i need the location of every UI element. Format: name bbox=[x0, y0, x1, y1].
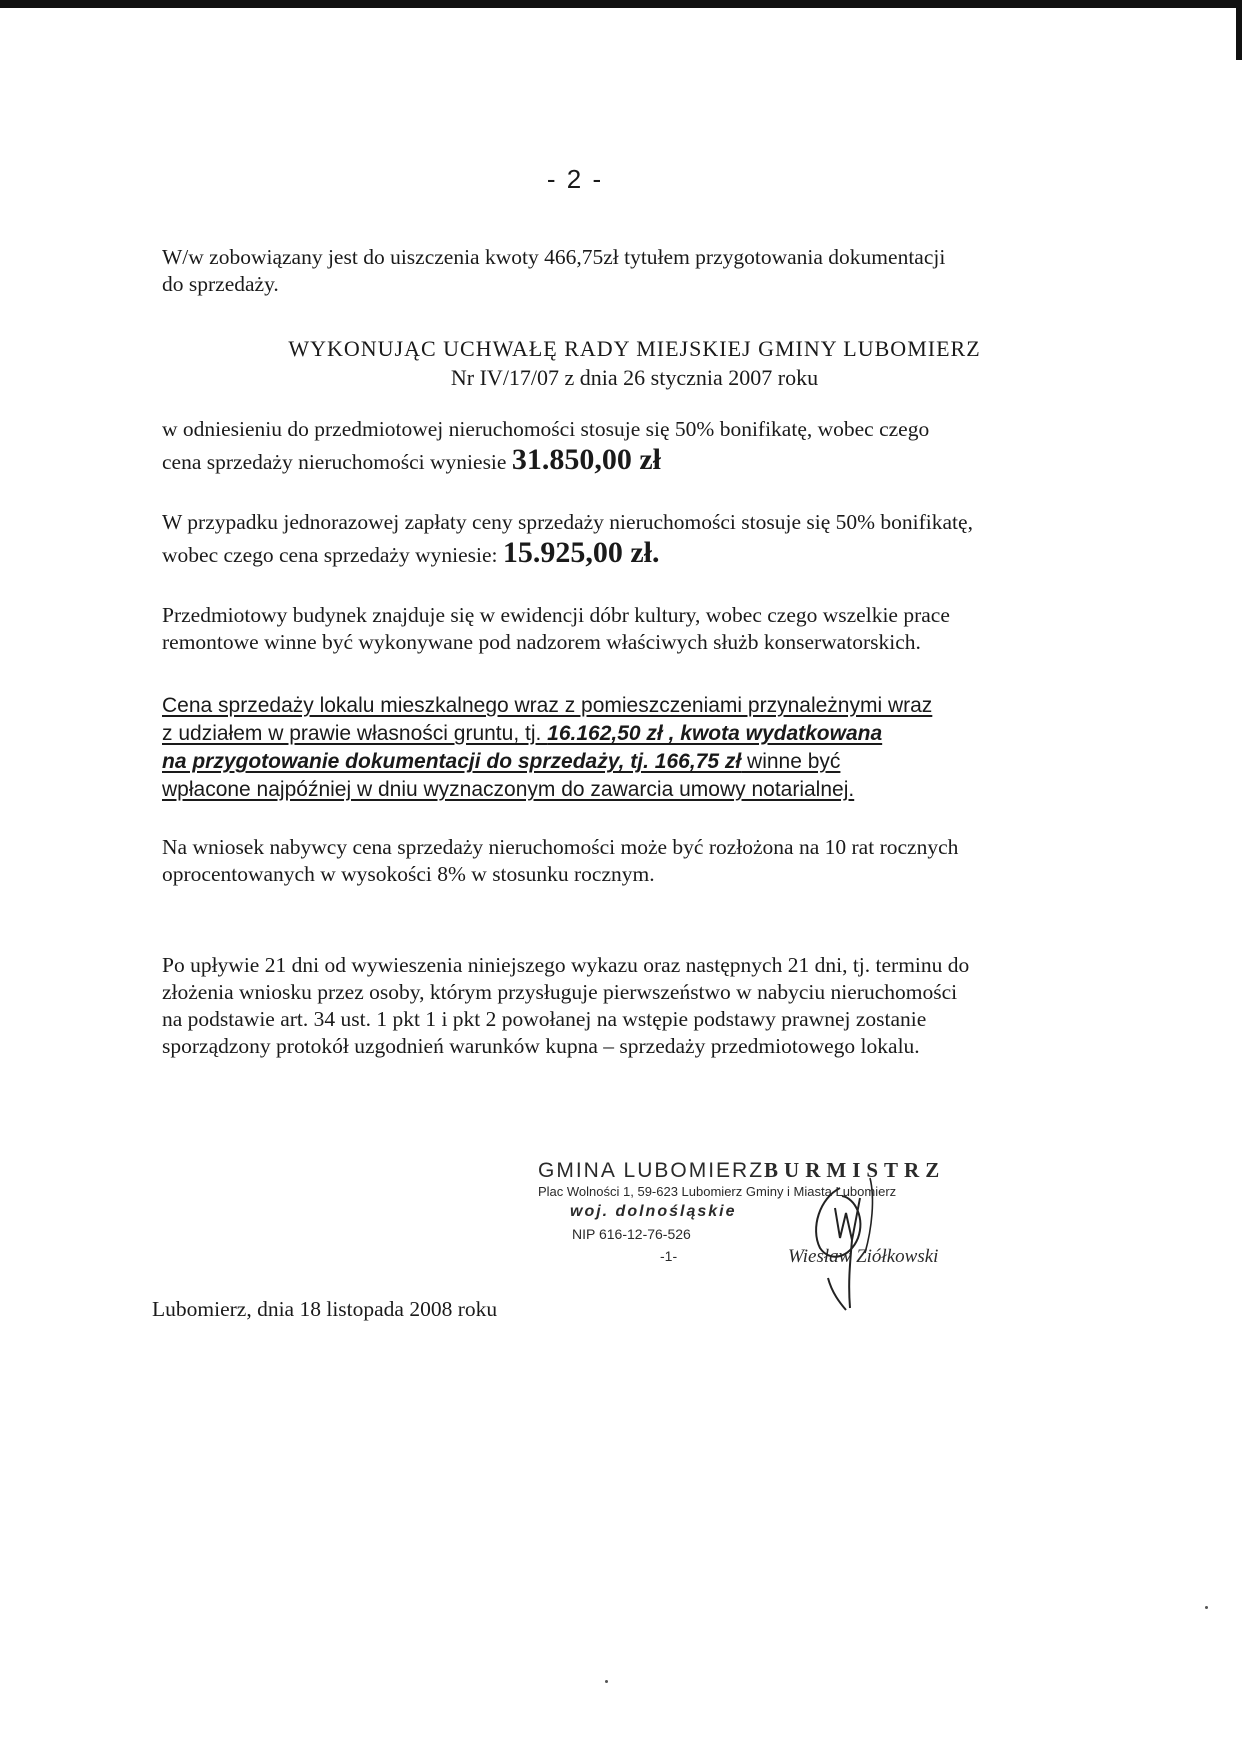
stamp-sequence: -1- bbox=[660, 1248, 678, 1264]
text-line: sporządzony protokół uzgodnień warunków kupna – sprzedaży przedmiotowego lokalu. bbox=[162, 1034, 920, 1058]
one-time-price-amount: 15.925,00 zł. bbox=[502, 536, 660, 569]
text-segment: winne być bbox=[741, 750, 841, 773]
paragraph-one-time-payment bbox=[162, 509, 1107, 572]
stamp-voivodeship: woj. dolnośląskie bbox=[570, 1203, 737, 1220]
resolution-title: WYKONUJĄC UCHWAŁĘ RADY MIEJSKIEJ GMINY LUBOMIERZ bbox=[288, 336, 981, 361]
scan-border-top bbox=[0, 0, 1242, 8]
stamp-nip: NIP 616-12-76-526 bbox=[572, 1226, 691, 1242]
resolution-heading bbox=[162, 334, 1107, 392]
official-stamp bbox=[538, 1158, 1008, 1308]
text-line: oprocentowanych w wysokości 8% w stosunku rocznym. bbox=[162, 862, 655, 886]
emphasized-amount: 16.162,50 zł , kwota wydatkowana bbox=[547, 722, 883, 745]
paragraph-fee bbox=[162, 244, 1107, 298]
text-line: w odniesieniu do przedmiotowej nieruchomości stosuje się 50% bonifikatę, wobec czego bbox=[162, 417, 930, 441]
text-line bbox=[162, 720, 1107, 748]
page-number: - 2 - bbox=[546, 164, 604, 194]
paragraph-installments bbox=[162, 834, 1107, 888]
stamp-address-overlap: Gminy i Miasta Lubomierz bbox=[745, 1184, 897, 1199]
text-segment: z udziałem w prawie własności gruntu, tj. bbox=[162, 722, 548, 745]
stamp-signer-name: Wiesław Ziółkowski bbox=[788, 1246, 939, 1267]
sale-price-amount: 31.850,00 zł bbox=[511, 443, 661, 476]
paragraph-heritage bbox=[162, 602, 1107, 656]
stamp-mayor-title: BURMISTRZ bbox=[764, 1158, 946, 1182]
resolution-number: Nr IV/17/07 z dnia 26 stycznia 2007 roku bbox=[450, 365, 819, 390]
text-line: wpłacone najpóźniej w dniu wyznaczonym do zawarcia umowy notarialnej. bbox=[162, 778, 855, 801]
text-line: do sprzedaży. bbox=[162, 272, 279, 296]
text-line: remontowe winne być wykonywane pod nadzorem właściwych służb konserwatorskich. bbox=[162, 630, 921, 654]
paragraph-payment-terms bbox=[162, 692, 1107, 804]
text-line: W przypadku jednorazowej zapłaty ceny sprzedaży nieruchomości stosuje się 50% bonifikatę, bbox=[162, 510, 973, 534]
text-segment: cena sprzedaży nieruchomości wyniesie bbox=[162, 450, 512, 474]
text-segment: wobec czego cena sprzedaży wyniesie: bbox=[162, 543, 503, 567]
text-line: W/w zobowiązany jest do uiszczenia kwoty 466,75zł tytułem przygotowania dokumentacji bbox=[162, 245, 946, 269]
stamp-address-text: Plac Wolności 1, 59-623 Lubomierz bbox=[538, 1184, 743, 1199]
text-line: Cena sprzedaży lokalu mieszkalnego wraz z pomieszczeniami przynależnymi wraz bbox=[162, 694, 933, 717]
text-line: Przedmiotowy budynek znajduje się w ewidencji dóbr kultury, wobec czego wszelkie prace bbox=[162, 603, 950, 627]
scan-speck bbox=[605, 1680, 608, 1683]
place-and-date: Lubomierz, dnia 18 listopada 2008 roku bbox=[152, 1297, 498, 1321]
text-line bbox=[162, 443, 1107, 479]
handwritten-signature bbox=[780, 1168, 920, 1318]
text-line: na podstawie art. 34 ust. 1 pkt 1 i pkt 2 powołanej na wstępie podstawy prawnej zostanie bbox=[162, 1007, 927, 1031]
text-line: złożenia wniosku przez osoby, którym przysługuje pierwszeństwo w nabyciu nieruchomości bbox=[162, 980, 958, 1004]
stamp-municipality: GMINA LUBOMIERZ bbox=[538, 1159, 765, 1182]
scan-speck bbox=[1205, 1606, 1208, 1609]
text-line bbox=[162, 748, 1107, 776]
scan-border-right bbox=[1236, 0, 1242, 60]
emphasized-amount: na przygotowanie dokumentacji do sprzedaży, tj. 166,75 zł bbox=[162, 750, 742, 773]
text-line: Po upływie 21 dni od wywieszenia niniejszego wykazu oraz następnych 21 dni, tj. terminu do bbox=[162, 953, 970, 977]
paragraph-protocol bbox=[162, 952, 1107, 1060]
text-line bbox=[162, 536, 1107, 572]
text-line: Na wniosek nabywcy cena sprzedaży nieruchomości może być rozłożona na 10 rat rocznych bbox=[162, 835, 959, 859]
paragraph-discount bbox=[162, 416, 1107, 479]
